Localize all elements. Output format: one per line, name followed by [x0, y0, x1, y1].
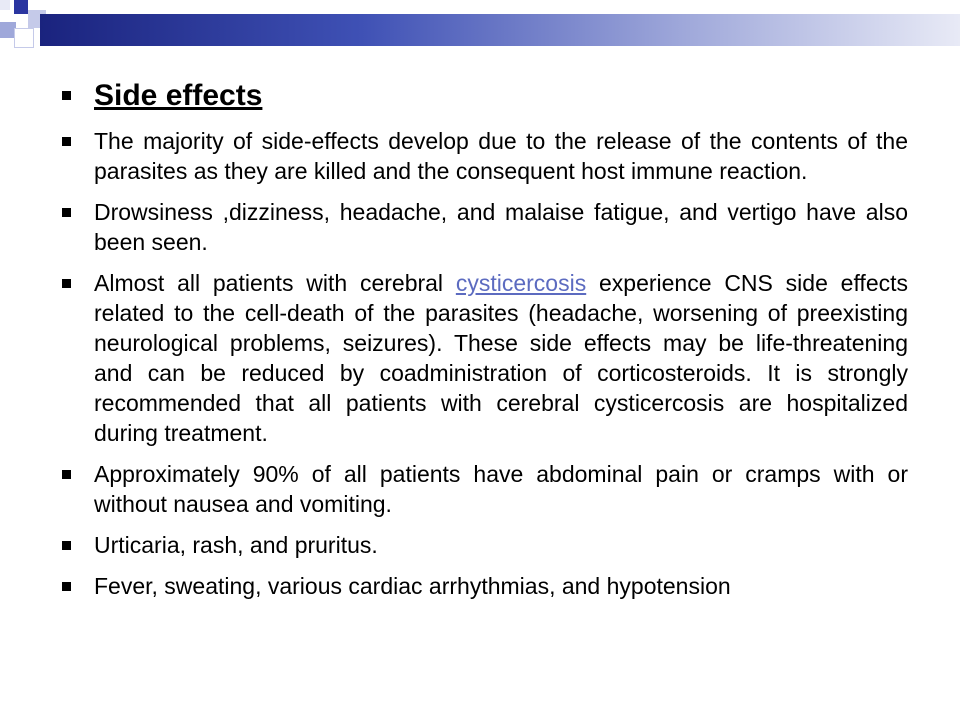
- decor-square: [14, 28, 34, 48]
- list-item: [58, 571, 908, 601]
- list-item-text-end: experience CNS side effects related to the cell-death of the parasites (headache, worsening of preexisting neurological problems, seizures). These side effects may be life-threatening and can be reduced by coadministration of corticosteroids. It is strongly recommended that all patients with cerebral cysticercosis are hospitalized during treatment.: [94, 270, 908, 446]
- cysticercosis-link[interactable]: cysticercosis: [455, 270, 587, 296]
- bullet-square-icon: [62, 137, 71, 146]
- decor-square: [0, 0, 10, 10]
- list-item-text: Fever, sweating, various cardiac arrhythmias, and hypotension: [94, 573, 731, 599]
- header-gradient-bar: [40, 14, 960, 46]
- list-item-text: Drowsiness ,dizziness, headache, and malaise fatigue, and vertigo have also been seen.: [94, 199, 908, 255]
- bullet-square-icon: [62, 470, 71, 479]
- bullet-square-icon: [62, 208, 71, 217]
- list-item: [58, 126, 908, 186]
- bullet-square-icon: [62, 541, 71, 550]
- slide-title: Side effects: [94, 79, 263, 112]
- list-item: [58, 530, 908, 560]
- slide-body: [58, 76, 908, 612]
- list-item: [58, 197, 908, 257]
- heading-item: [58, 76, 908, 116]
- list-item-text-start: Almost all patients with cerebral: [94, 270, 456, 296]
- list-item: [58, 459, 908, 519]
- decor-square: [14, 0, 28, 14]
- list-item-text: The majority of side-effects develop due to the release of the contents of the parasites as they are killed and the consequent host immune reaction.: [94, 128, 908, 184]
- list-item-text: Approximately 90% of all patients have abdominal pain or cramps with or without nausea and vomiting.: [94, 461, 908, 517]
- list-item-text: Urticaria, rash, and pruritus.: [94, 532, 378, 558]
- list-item: [58, 268, 908, 448]
- bullet-square-icon: [62, 91, 71, 100]
- bullet-square-icon: [62, 279, 71, 288]
- bullet-square-icon: [62, 582, 71, 591]
